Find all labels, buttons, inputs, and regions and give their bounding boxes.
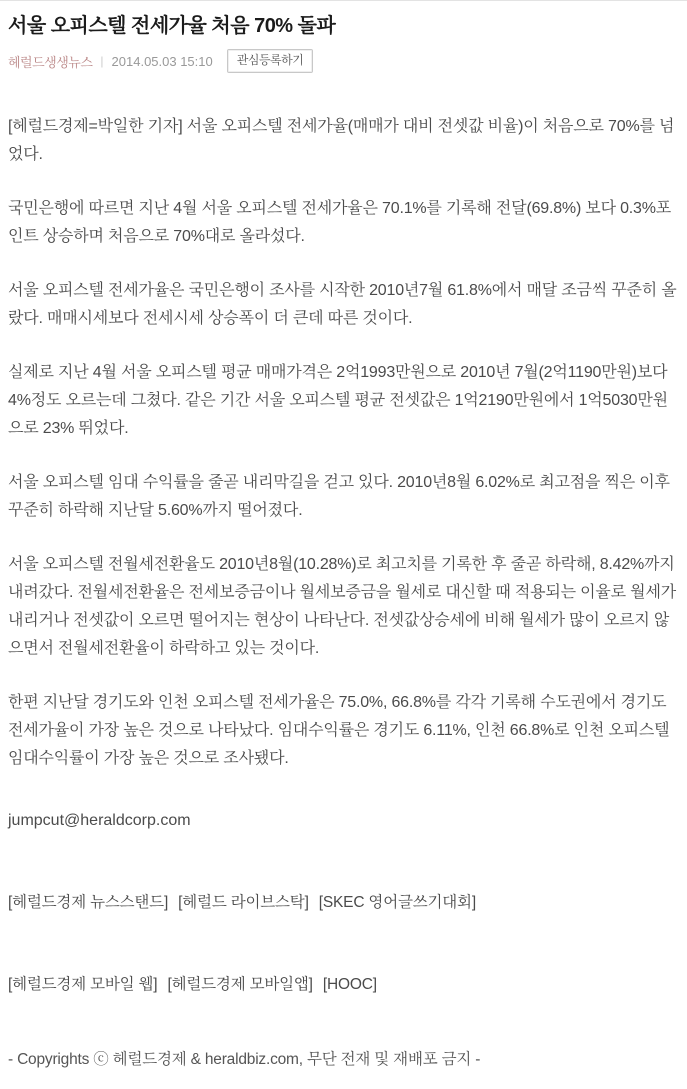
byline-row xyxy=(8,49,678,73)
footer-link[interactable]: [헤럴드경제 모바일 웹] xyxy=(8,976,158,993)
footer-link[interactable]: [헤럴드 라이브스탁] xyxy=(178,894,309,911)
article-title: 서울 오피스텔 전세가율 처음 70% 돌파 xyxy=(8,15,336,37)
footer-link[interactable]: [SKEC 영어글쓰기대회] xyxy=(318,894,476,911)
footer-link[interactable]: [헤럴드경제 모바일앱] xyxy=(167,976,313,993)
article-paragraph: 서울 오피스텔 임대 수익률을 줄곧 내리막길을 걷고 있다. 2010년8월 6.02%로 최고점을 찍은 이후 꾸준히 하락해 지난달 5.60%까지 떨어졌다. xyxy=(8,474,670,519)
source-name-link[interactable]: 헤럴드생생뉴스 xyxy=(8,54,93,70)
article-paragraph: [헤럴드경제=박일한 기자] 서울 오피스텔 전세가율(매매가 대비 전셋값 비율)이 처음으로 70%를 넘었다. xyxy=(8,118,675,163)
byline-divider: | xyxy=(100,54,104,68)
footer-links-row-2 xyxy=(8,971,678,999)
article-body xyxy=(8,113,678,773)
footer-links-row-1 xyxy=(8,889,678,917)
article-paragraph: 서울 오피스텔 전월세전환율도 2010년8월(10.28%)로 최고치를 기록한 후 줄곧 하락해, 8.42%까지 내려갔다. 전월세전환율은 전세보증금이나 월세보증금을 월세로 대신할 때 적용되는 이율로 월세가 내리거나 전셋값이 오르면 떨어지는 현상이 나타난다. 전셋값상승세에 비해 월세가 많이 오르지 않으면서 전월세전환율이 하락하고 있는 것이다. xyxy=(8,556,676,657)
article-paragraph: 한편 지난달 경기도와 인천 오피스텔 전세가율은 75.0%, 66.8%를 각각 기록해 수도권에서 경기도 전세가율이 가장 높은 것으로 나타났다. 임대수익률은 경기도 6.11%, 인천 66.8%로 인천 오피스텔 임대수익률이 가장 높은 것으로 조사됐다. xyxy=(8,694,670,767)
copyright-notice: - Copyrights ⓒ 헤럴드경제 & heraldbiz.com, 무단 전재 및 재배포 금지 - xyxy=(8,1051,481,1068)
article-paragraph: 실제로 지난 4월 서울 오피스텔 평균 매매가격은 2억1993만원으로 2010년 7월(2억1190만원)보다 4%정도 오르는데 그쳤다. 같은 기간 서울 오피스텔 평균 전셋값은 1억2190만원에서 1억5030만원으로 23% 뛰었다. xyxy=(8,364,668,437)
favorite-register-button[interactable]: 관심등록하기 xyxy=(227,49,314,72)
article-paragraph: 서울 오피스텔 전세가율은 국민은행이 조사를 시작한 2010년7월 61.8%에서 매달 조금씩 꾸준히 올랐다. 매매시세보다 전세시세 상승폭이 더 큰데 따른 것이다. xyxy=(8,282,677,327)
publish-datetime: 2014.05.03 15:10 xyxy=(111,53,213,69)
reporter-email-link[interactable]: jumpcut@heraldcorp.com xyxy=(8,812,191,829)
footer-link[interactable]: [헤럴드경제 뉴스스탠드] xyxy=(8,894,169,911)
footer-link[interactable]: [HOOC] xyxy=(322,976,377,993)
article-paragraph: 국민은행에 따르면 지난 4월 서울 오피스텔 전세가율은 70.1%를 기록해 전달(69.8%) 보다 0.3%포인트 상승하며 처음으로 70%대로 올라섰다. xyxy=(8,200,671,245)
